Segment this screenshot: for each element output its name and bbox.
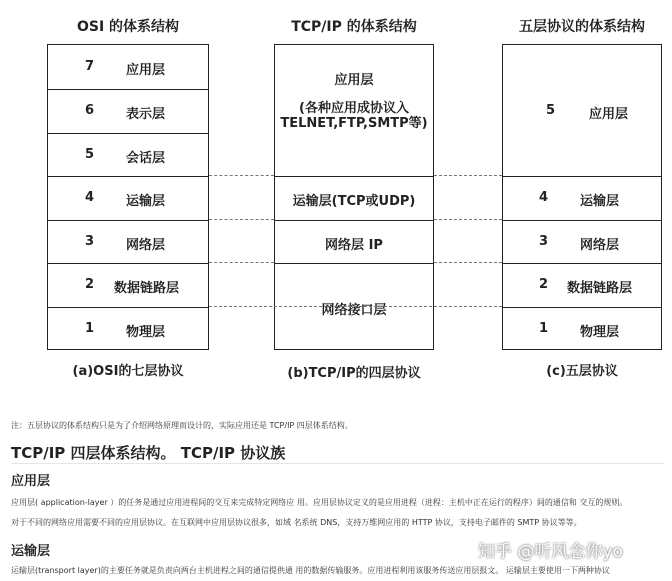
dashed-connector [434, 219, 502, 220]
osi-layer-name: 会话层 [126, 151, 166, 166]
note-text: 注：五层协议的体系结构只是为了介绍网络原理而设计的，实际应用还是 TCP/IP 四层体系结构。 [11, 421, 353, 430]
five-layer-2 [503, 263, 661, 307]
dashed-connector [209, 219, 274, 220]
dashed-connector [434, 262, 502, 263]
app-layer-heading: 应用层 [11, 474, 51, 489]
heading-divider [11, 463, 664, 464]
osi-layer-number: 2 [85, 277, 95, 292]
osi-layer-number: 5 [85, 147, 95, 162]
five-layer-4 [503, 176, 661, 220]
five-layer-name: 数据链路层 [567, 281, 633, 296]
osi-layer-name: 数据链路层 [114, 281, 180, 296]
five-title: 五层协议的体系结构 [519, 19, 645, 35]
tcpip-title: TCP/IP 的体系结构 [291, 19, 417, 35]
five-layer-number: 2 [539, 277, 549, 292]
five-stack [502, 44, 662, 350]
section-heading: TCP/IP 四层体系结构。 TCP/IP 协议族 [11, 444, 286, 462]
five-caption: (c)五层协议 [546, 364, 618, 379]
transport-layer-paragraph-1: 运输层(transport layer)的主要任务就是负责向两台主机进程之间的通信提供通 用的数据传输服务。应用进程利用该服务传送应用层报文。 运输层主要使用一下两种协议 [11, 566, 610, 575]
five-layer-number: 1 [539, 321, 549, 336]
osi-layer-1 [48, 307, 208, 351]
tcpip-caption: (b)TCP/IP的四层协议 [287, 366, 421, 381]
tcpip-app-desc-2: TELNET,FTP,SMTP等) [280, 116, 428, 131]
tcpip-network-label: 网络层 IP [325, 238, 383, 253]
tcpip-application-layer [275, 45, 433, 176]
tcpip-transport-label: 运输层(TCP或UDP) [292, 194, 416, 209]
osi-layer-name: 物理层 [126, 325, 166, 340]
five-layer-name: 网络层 [580, 238, 620, 253]
five-layer-name: 物理层 [580, 325, 620, 340]
five-layer-name: 运输层 [580, 194, 620, 209]
five-layer-name: 应用层 [589, 107, 629, 122]
osi-layer-number: 7 [85, 59, 95, 74]
five-layer-number: 5 [546, 103, 556, 118]
osi-stack [47, 44, 209, 350]
five-layer-5 [503, 45, 661, 176]
osi-layer-number: 4 [85, 190, 95, 205]
osi-layer-7 [48, 45, 208, 89]
osi-layer-2 [48, 263, 208, 307]
osi-layer-number: 3 [85, 234, 95, 249]
osi-layer-4 [48, 176, 208, 220]
dashed-connector [434, 175, 502, 176]
tcpip-network-layer [275, 220, 433, 263]
zhihu-watermark: 知乎 @听风念你yo [478, 542, 623, 562]
app-layer-paragraph-2: 对于不同的网络应用需要不同的应用层协议。在互联网中应用层协议很多，如域 名系统 DNS，支持万维网应用的 HTTP 协议，支持电子邮件的 SMTP 协议等等。 [11, 518, 582, 527]
tcpip-app-desc-1: (各种应用成协议入 [299, 101, 409, 116]
tcpip-transport-layer [275, 176, 433, 220]
tcpip-app-title: 应用层 [334, 73, 374, 88]
tcpip-link-layer [275, 263, 433, 351]
osi-layer-name: 表示层 [126, 107, 166, 122]
dashed-connector [209, 262, 274, 263]
dashed-connector [209, 306, 502, 307]
osi-layer-name: 应用层 [126, 63, 166, 78]
osi-layer-name: 运输层 [126, 194, 166, 209]
tcpip-link-label: 网络接口层 [321, 303, 387, 318]
osi-title: OSI 的体系结构 [76, 19, 180, 35]
osi-layer-number: 1 [85, 321, 95, 336]
transport-layer-heading: 运输层 [11, 544, 51, 559]
five-layer-number: 4 [539, 190, 549, 205]
osi-layer-number: 6 [85, 103, 95, 118]
five-layer-3 [503, 220, 661, 263]
five-layer-number: 3 [539, 234, 549, 249]
tcpip-stack [274, 44, 434, 350]
dashed-connector [209, 175, 274, 176]
osi-layer-3 [48, 220, 208, 263]
osi-caption: (a)OSI的七层协议 [72, 364, 184, 379]
osi-layer-5 [48, 133, 208, 176]
app-layer-paragraph-1: 应用层( application-layer ）的任务是通过应用进程间的交互来完成特定网络应 用。应用层协议定义的是应用进程（进程：主机中正在运行的程序）间的通信和 交互的规则。 [11, 498, 628, 507]
osi-layer-6 [48, 89, 208, 133]
five-layer-1 [503, 307, 661, 351]
osi-layer-name: 网络层 [126, 238, 166, 253]
